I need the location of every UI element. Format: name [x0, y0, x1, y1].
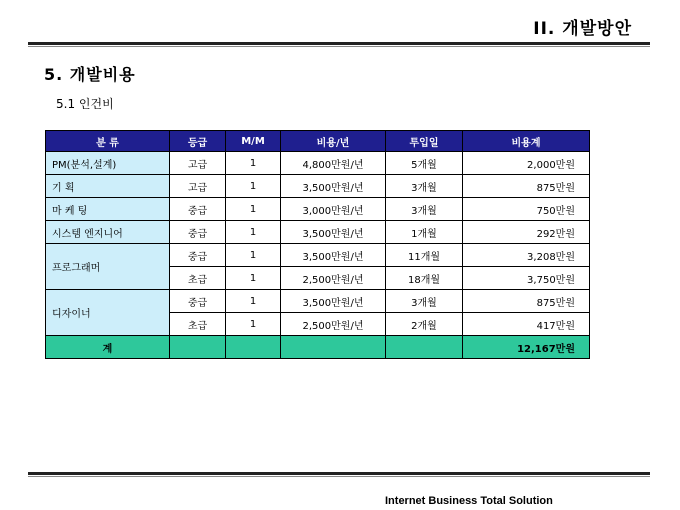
row-mm: 1	[226, 313, 281, 336]
bottom-divider	[28, 472, 650, 475]
row-category: PM(분석,설계)	[46, 152, 170, 175]
row-mm: 1	[226, 267, 281, 290]
row-period: 1개월	[386, 221, 463, 244]
row-period: 18개월	[386, 267, 463, 290]
header-category: 분 류	[46, 131, 170, 152]
table-row	[46, 290, 590, 313]
row-total-cost: 417만원	[463, 313, 590, 336]
row-mm: 1	[226, 175, 281, 198]
row-annual-cost: 3,500만원/년	[281, 175, 386, 198]
row-mm: 1	[226, 221, 281, 244]
footer-text: Internet Business Total Solution	[385, 495, 553, 507]
row-annual-cost: 4,800만원/년	[281, 152, 386, 175]
row-grade: 중급	[170, 221, 226, 244]
row-category: 기 획	[46, 175, 170, 198]
subsection-title: 5.1 인건비	[56, 97, 114, 111]
table-header-row	[46, 131, 590, 152]
row-grade: 고급	[170, 175, 226, 198]
total-empty-cell	[386, 336, 463, 359]
section-title: 5. 개발비용	[44, 65, 136, 84]
row-mm: 1	[226, 198, 281, 221]
top-divider	[28, 42, 650, 45]
row-category: 시스템 엔지니어	[46, 221, 170, 244]
row-grade: 초급	[170, 267, 226, 290]
row-annual-cost: 3,500만원/년	[281, 221, 386, 244]
row-grade: 고급	[170, 152, 226, 175]
row-grade: 초급	[170, 313, 226, 336]
header-period: 투입일	[386, 131, 463, 152]
row-category: 프로그래머	[46, 244, 170, 290]
bottom-divider-thin	[28, 476, 650, 477]
labor-cost-table	[45, 130, 590, 359]
table-row	[46, 152, 590, 175]
total-empty-cell	[170, 336, 226, 359]
table-row	[46, 175, 590, 198]
row-grade: 중급	[170, 244, 226, 267]
header-grade: 등급	[170, 131, 226, 152]
row-total-cost: 875만원	[463, 290, 590, 313]
chapter-title: II. 개발방안	[533, 19, 632, 39]
row-total-cost: 3,750만원	[463, 267, 590, 290]
header-mm: M/M	[226, 131, 281, 152]
table-row	[46, 221, 590, 244]
row-mm: 1	[226, 244, 281, 267]
row-annual-cost: 2,500만원/년	[281, 267, 386, 290]
table-row	[46, 244, 590, 267]
total-value: 12,167만원	[463, 336, 590, 359]
row-total-cost: 2,000만원	[463, 152, 590, 175]
total-empty-cell	[281, 336, 386, 359]
row-period: 2개월	[386, 313, 463, 336]
row-period: 11개월	[386, 244, 463, 267]
row-annual-cost: 3,500만원/년	[281, 244, 386, 267]
row-annual-cost: 3,500만원/년	[281, 290, 386, 313]
table-row	[46, 198, 590, 221]
row-category: 디자이너	[46, 290, 170, 336]
row-period: 5개월	[386, 152, 463, 175]
total-label: 계	[46, 336, 170, 359]
row-total-cost: 875만원	[463, 175, 590, 198]
total-empty-cell	[226, 336, 281, 359]
top-divider-thin	[28, 46, 650, 47]
row-grade: 중급	[170, 198, 226, 221]
row-total-cost: 750만원	[463, 198, 590, 221]
header-annual-cost: 비용/년	[281, 131, 386, 152]
row-period: 3개월	[386, 290, 463, 313]
row-category: 마 케 팅	[46, 198, 170, 221]
row-grade: 중급	[170, 290, 226, 313]
row-mm: 1	[226, 290, 281, 313]
row-mm: 1	[226, 152, 281, 175]
row-period: 3개월	[386, 175, 463, 198]
row-annual-cost: 3,000만원/년	[281, 198, 386, 221]
total-row	[46, 336, 590, 359]
row-period: 3개월	[386, 198, 463, 221]
row-total-cost: 292만원	[463, 221, 590, 244]
header-total-cost: 비용계	[463, 131, 590, 152]
row-total-cost: 3,208만원	[463, 244, 590, 267]
row-annual-cost: 2,500만원/년	[281, 313, 386, 336]
